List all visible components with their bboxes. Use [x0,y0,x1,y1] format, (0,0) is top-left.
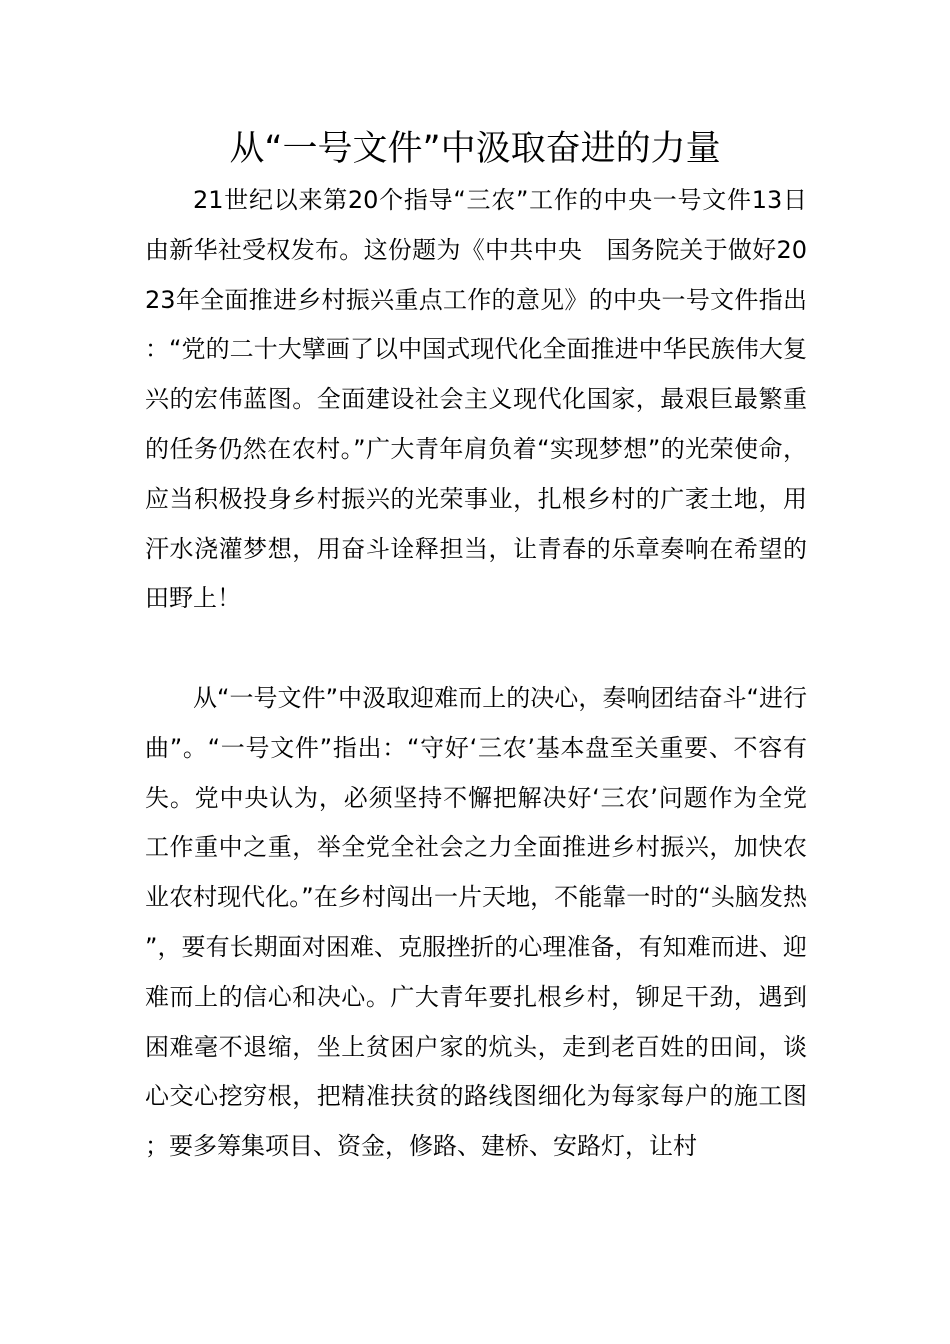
paragraph-2: 从“一号文件”中汲取迎难而上的决心，奏响团结奋斗“进行曲”。“一号文件”指出：“守好‘三农’基本盘至关重要、不容有失。党中央认为，必须坚持不懈把解决好‘三农’问题作为全党工作重中之重，举全党全社会之力全面推进乡村振兴，加快农业农村现代化。”在乡村闯出一片天地，不能靠一时的“头脑发热”，要有长期面对困难、克服挫折的心理准备，有知难而进、迎难而上的信心和决心。广大青年要扎根乡村，铆足干劲，遇到困难毫不退缩，坐上贫困户家的炕头，走到老百姓的田间，谈心交心挖穷根，把精准扶贫的路线图细化为每家每户的施工图；要多筹集项目、资金，修路、建桥、安路灯，让村 [145,684,807,1161]
document-title: 从“一号文件”中汲取奋进的力量 [229,129,721,169]
paragraph-1: 21世纪以来第20个指导“三农”工作的中央一号文件13日由新华社受权发布。这份题为《中共中央 国务院关于做好2023年全面推进乡村振兴重点工作的意见》的中央一号文件指出：“党的二十大擘画了以中国式现代化全面推进中华民族伟大复兴的宏伟蓝图。全面建设社会主义现代化国家，最艰巨最繁重的任务仍然在农村。”广大青年肩负着“实现梦想”的光荣使命，应当积极投身乡村振兴的光荣事业，扎根乡村的广袤土地，用汗水浇灌梦想，用奋斗诠释担当，让青春的乐章奏响在希望的田野上！ [145,186,807,613]
